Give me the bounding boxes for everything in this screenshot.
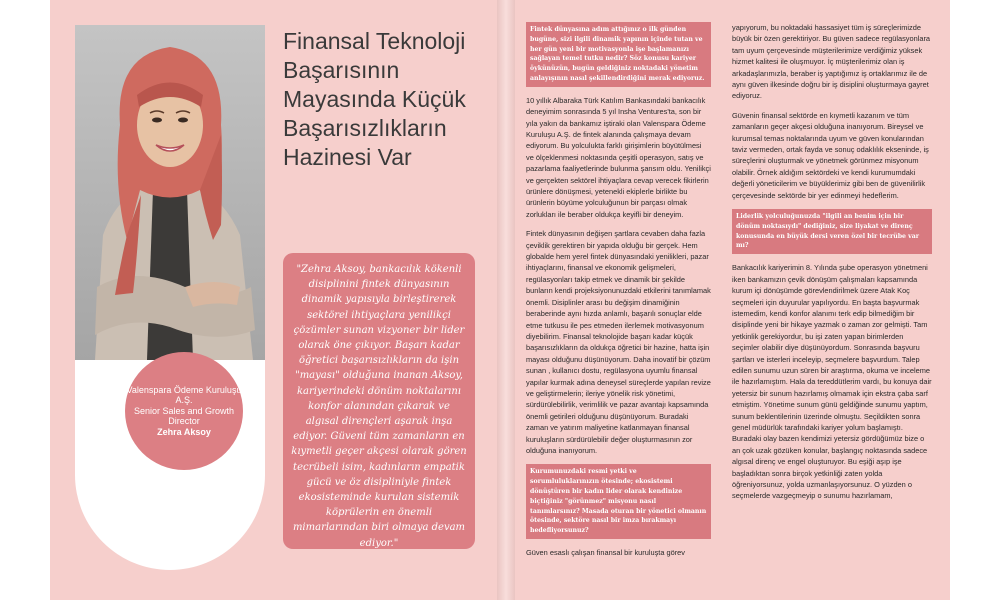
- paragraph: Fintek dünyasının değişen şartlara cevaben daha fazla çeviklik gerektiren bir yapıda olduğu bir gerçek. Hem globalde hem yerel fintek dünyasındaki yenilikleri, pazar ihtiyaçlarını, finansal ve ekonomik gelişmeleri, regülasyonları takip etmek ve dinamik bir şekilde bunların kendi projeksiyonunuzdaki etkilerini tanımlamak önemli. Disiplinler arası bu değişim dinamiğinin beraberinde aynı hızda anlamlı, başarılı sonuçlar elde etme tutkusu ile pes etmeden ilerlemek motivasyonum diyebilirim. Finansal teknolojide başarı kadar küçük başarısızlıkların da oldukça öğretici bir hazine, hatta işin mayası olduğunu düşünüyorum. Daha inovatif bir çözüm sunan , kullanıcı dostu, regülasyona uyumlu finansal yapılar kurmak adına deneysel süreçlerde yapılan revize ve geliştirmelerin; ileriye yönelik risk yönetimi, sürdürülebilirlik, verimlilik ve pazar avantajı kapsamında önemli getirileri olduğunu düşünüyorum. Buradaki zaman ve yatırım maliyetine katlanmayan finansal kuruluşların sürdürülebilir değer oluşturmasının zor olduğuna inanıyorum.: [526, 229, 711, 455]
- article-title: Finansal Teknoloji Başarısının Mayasında Küçük Başarısızlıkların Hazinesi Var: [283, 28, 466, 170]
- paragraph: Bankacılık kariyerimin 8. Yılında şube operasyon yönetmeni iken bankamızın çevik dönüşüm çalışmaları kapsamında kurum içi dönüşümde görevlendirilmek üzere Atak Koç seçmeleri için duyurular yapılıyordu. En başta başvurmak istemedim, kendi konfor alanımı terk edip bilmediğim bir disiplinde yeni bir hikaye yazmak o zaman zor gelmişti. Tam yetkinlik gerekiyordur, bu işi zaten yapan birimlerden seçimler olabilir diye düşünüyordum. Sonrasında başvuru şartları ve isterleri inceleyip, seçmelere başvurdum. Talep edilen sunumu uzun süren bir araştırma, okuma ve inceleme ile hazırlamıştım. Hala da tereddütlerim vardı, bu konuya dair yetersiz bir sunum hazırlamış olmamak için ekstra çaba sarf etmiştim. Yönetime sunum günü geldiğinde sunumu yaptım, sunum beklentilerinin üzerinde olmuştu. Seçildikten sonra genel müdürlük tarafındaki kariyer yolum başlamıştı. Buradaki olay bazen kendimizi yetersiz gördüğümüz bize o an çok uzak gözüken konular, başlangıç noktasında sadece algısal direnç ve engel oluşturuyor. Bu eşiği aşıp işe başladıktan sonra birçok yetkinliği zaten yolda öğreniyorsunuz, yolda uzmanlaşıyorsunuz. O yüzden o seçmelerde vazgeçmeyip o sunumu hazırlamam,: [732, 263, 932, 501]
- portrait-photo: [75, 25, 265, 360]
- paragraph: 10 yıllık Albaraka Türk Katılım Bankasındaki bankacılık deneyimim sonrasında 5 yıl Insha Ventures'ta, son bir yıla yakın da bankamız iştiraki olan Valenspara Ödeme Kuruluşu A.Ş. de fintek alanında çalışmaya devam ediyorum. Bu yolculukta farklı girişimlerin büyütülmesi ve ölçeklenmesi noktasında çeşitli operasyon, satış ve pazarlama faaliyetlerinde bulunma şansım oldu. Yenilikçi ve gerçekten sektörel ihtiyaçlara cevap verecek fikirlerin ürünlere dönüşmesi, yetenekli ekiplerle birlikte bu ürünlerin büyüme yolculuğunun bir parçası olmak zorlukları ile beraber oldukça keyifli bir deneyim.: [526, 95, 711, 219]
- paragraph: Güven esaslı çalışan finansal bir kuruluşta görev: [526, 547, 685, 557]
- pull-quote-text: "Zehra Aksoy, bankacılık kökenli disiplinini fintek dünyasının dinamik yapısıyla birleştirerek sektörel ihtiyaçlara yenilikçi çözümler sunan vizyoner bir lider olarak öne çıkıyor. Başarı kadar öğretici başarısızlıkların da işin "mayası" olduğuna inanan Aksoy, kariyerindeki dönüm noktalarını konfor alanından çıkarak ve algısal dirençleri aşarak inşa ediyor. Güveni tüm zamanların en kıymetli geçer akçesi olarak gören tecrübeli isim, kadınların empatik gücü ve öz disipliniyle fintek ekosisteminde kurulan sistemik köprülerin en önemli mimarlarından biri olmaya devam ediyor.": [291, 264, 467, 549]
- name-badge: [125, 352, 243, 470]
- question-highlight-3: Liderlik yolculuğunuzda "ilgili an benim için bir dönüm noktasıydı" dediğiniz, size liyakat ve direnç konusunda en büyük dersi veren özel bir tecrübe var mı?: [732, 209, 932, 254]
- badge-name: Zehra Aksoy: [157, 426, 211, 437]
- paragraph: Güvenin finansal sektörde en kıymetli kazanım ve tüm zamanların geçer akçesi olduğuna inanıyorum. Bireysel ve kurumsal temas noktalarında uyum ve güven konularından taviz vermeden, ortak fayda ve sonuç odaklılık ekseninde, iş süreçlerini oluşturmak ve yönetmek görünmez misyonum olabilir. Örnek aldığım sektördeki ve kendi kurumumdaki değerli yöneticilerim ve büyüklerimiz gibi ben de güvenilirlik çerçevesinde sektörde bir yer edinmeyi hedeflerim.: [732, 110, 929, 200]
- text-column-1: [526, 22, 711, 566]
- page-gutter: [497, 0, 515, 600]
- badge-role: Senior Sales and Growth Director: [133, 405, 235, 427]
- magazine-spread: [50, 0, 950, 600]
- paragraph: yapıyorum, bu noktadaki hassasiyet tüm iş süreçlerimizde büyük bir özen gerektiriyor. Bu güven sadece regülasyonlara tam uyum çerçevesinde müşterilerimize verdiğimiz yüksek hizmet kalitesi ile oluşmuyor. İç müşterilerimiz olan iş arkadaşlarımızla, beraber iş yaptığımız iş ortaklarımız ile de aynı güven ilkesinde doğru bir iş disiplini oluşturmaya gayret ediyoruz.: [732, 23, 931, 101]
- question-highlight-1: Fintek dünyasına adım attığınız o ilk günden bugüne, sizi ilgili dinamik yapının içinde tutan ve her gün yeni bir motivasyonla işe başlamanızı sağlayan temel tutku nedir? Söz konusu kariyer öykünüzün, bugün geldiğiniz noktadaki yönetim anlayışının nasıl şekillendirdiğini merak ediyoruz.: [526, 22, 711, 87]
- question-highlight-2: Kurumunuzdaki resmi yetki ve sorumluluklarınızın ötesinde; ekosistemi dönüştüren bir kadın lider olarak kendinize biçtiğiniz "görünmez" misyonu nasıl tanımlarsınız? Masada oturan bir yönetici olmanın ötesinde, sektöre nasıl bir imza bırakmayı hedefliyorsunuz?: [526, 464, 711, 539]
- portrait-illustration: [75, 25, 265, 360]
- badge-company: Valenspara Ödeme Kuruluşu A.Ş.: [126, 384, 242, 406]
- pull-quote-box: [283, 253, 475, 549]
- text-column-2: [732, 22, 932, 510]
